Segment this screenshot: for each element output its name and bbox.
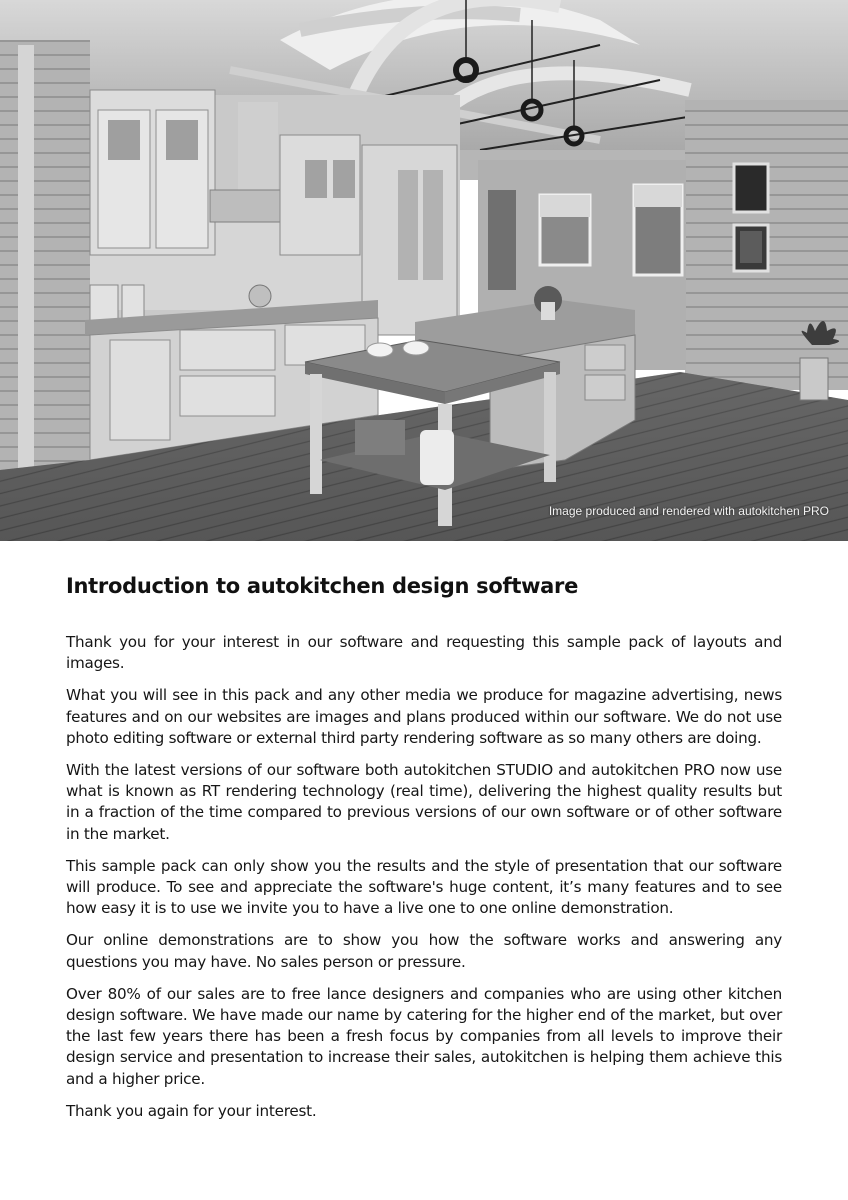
paragraph-sales-focus: Over 80% of our sales are to free lance designers and companies who are using other kitchen design software. We have made our name by catering for the higher end of the market, but over the last few years there has been a fresh focus by companies from all levels to improve their design service and presentation to increase their sales, autokitchen is helping them achieve this and a higher price. <box>66 984 782 1088</box>
hero-image <box>0 0 848 541</box>
paragraph-closing: Thank you again for your interest. <box>66 1101 317 1120</box>
paragraph-thanks: Thank you for your interest in our software and requesting this sample pack of layouts and images. <box>66 633 782 673</box>
document-title: Introduction to autokitchen design software <box>66 574 579 598</box>
paragraph-online-demonstrations: Our online demonstrations are to show you how the software works and answering any questions you may have. No sales person or pressure. <box>66 931 782 971</box>
paragraph-pack-contents: What you will see in this pack and any other media we produce for magazine advertising, news features and on our websites are images and plans produced within our software. We do not use photo editing software or external third party rendering software as so many others are doing. <box>66 686 782 747</box>
document-body <box>66 574 782 1133</box>
image-credit-caption: Image produced and rendered with autokitchen PRO <box>548 504 829 518</box>
paragraph-rendering-technology: With the latest versions of our software both autokitchen STUDIO and autokitchen PRO now use what is known as RT rendering technology (real time), delivering the highest quality results but in a fraction of the time compared to previous versions of our own software or of other software in the market. <box>66 761 782 843</box>
paragraph-demonstration-invite: This sample pack can only show you the results and the style of presentation that our software will produce. To see and appreciate the software's huge content, it’s many features and to see how easy it is to use we invite you to have a live one to one online demonstration. <box>66 856 782 918</box>
